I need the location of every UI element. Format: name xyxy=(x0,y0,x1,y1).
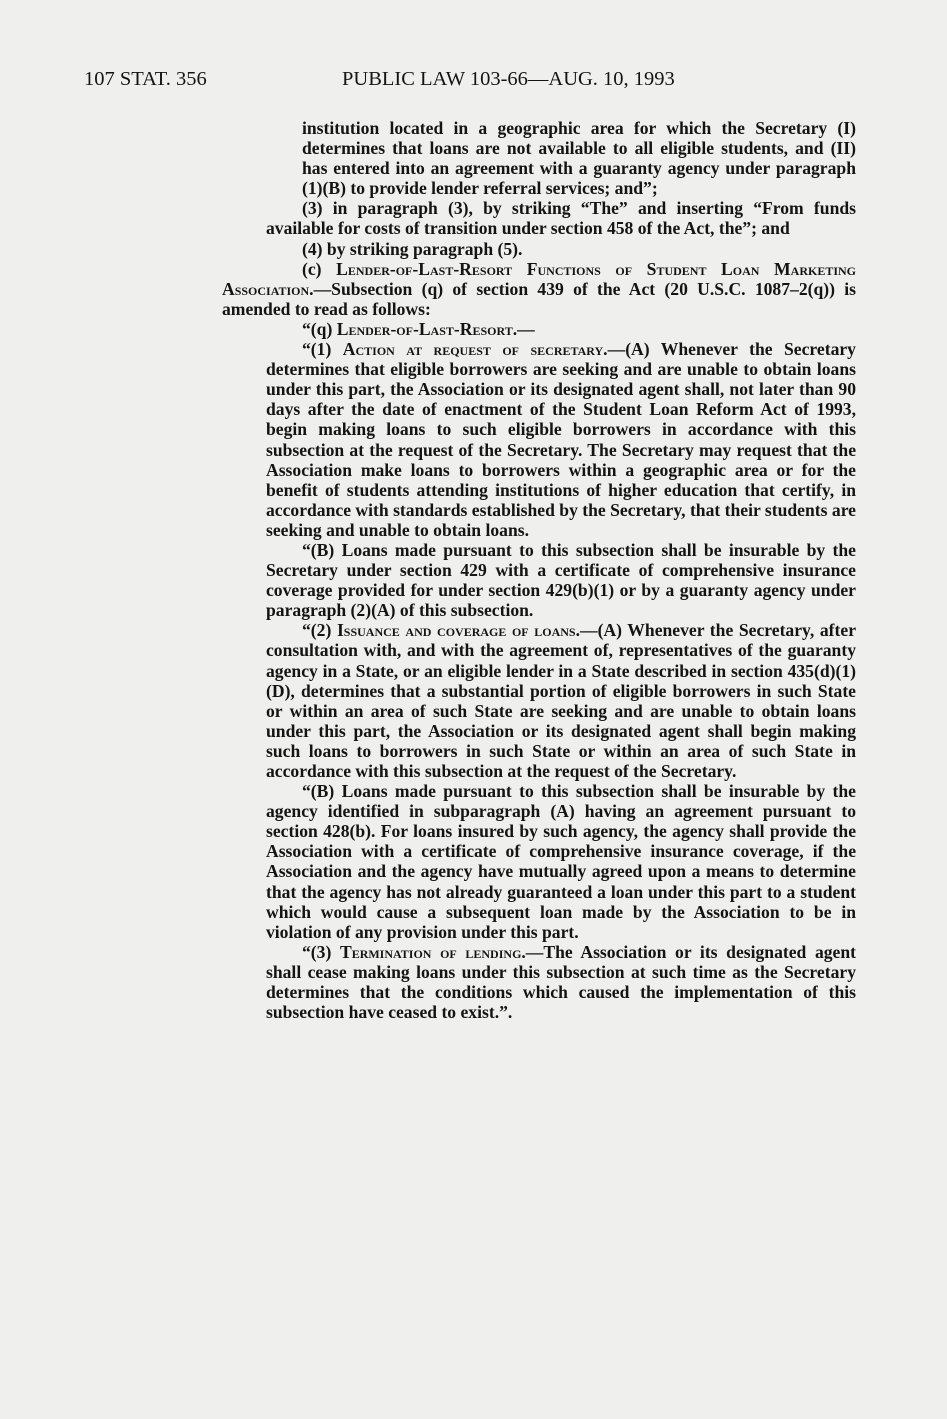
page-header xyxy=(84,68,864,96)
paragraph-amendment-3: (3) in paragraph (3), by striking “The” and inserting “From funds available for costs of transition under section 458 of the Act, the”; and xyxy=(266,198,856,239)
paragraph-3: “(3) Termination of lending.—The Association or its designated agent shall cease making loans under this subsection at such time as the Secretary determines that the conditions which caused the implementation of this subsection have ceased to exist.”. xyxy=(266,941,856,1023)
paragraph-amendment-4: (4) by striking paragraph (5). xyxy=(302,238,523,259)
subsection-q-heading-line: “(q) Lender-of-Last-Resort.— xyxy=(302,318,535,339)
paragraph-1-b: “(B) Loans made pursuant to this subsection shall be insurable by the Secretary under section 429 with a certificate of comprehensive insurance coverage provided for under section 429(b)(1) or by a guaranty agency under paragraph (2)(A) of this subsection. xyxy=(266,539,856,621)
paragraph-2-b: “(B) Loans made pursuant to this subsection shall be insurable by the agency identified in subparagraph (A) having an agreement pursuant to section 428(b). For loans insured by such agency, the agency shall provide the Association with a certificate of comprehensive insurance coverage, if the Association and the agency have mutually agreed upon a means to determine that the agency has not already guaranteed a loan under this part to a student which would cause a subsequent loan made by the Association to be in violation of any provision under this part. xyxy=(266,781,856,942)
statute-page-number: 107 STAT. 356 xyxy=(84,68,207,90)
paragraph-continuation: institution located in a geographic area for which the Secretary (I) determines that loans are not available to all eligible students, and (II) has entered into an agreement with a guaranty agency under paragraph (1)(B) to provide lender referral services; and”; xyxy=(302,118,856,199)
paragraph-1: “(1) Action at request of secretary.—(A) Whenever the Secretary determines that eligible borrowers are seeking and are unable to obtain loans under this part, the Association or its designated agent shall, not later than 90 days after the date of enactment of the Student Loan Reform Act of 1993, begin making loans to such eligible borrowers in accordance with this subsection at the request of the Secretary. The Secretary may request that the Association make loans to borrowers within a geographic area or for the benefit of students attending institutions of higher education that certify, in accordance with standards established by the Secretary, that their students are seeking and unable to obtain loans. xyxy=(266,339,856,540)
body-text xyxy=(222,118,856,1022)
paragraph-2-heading: Issuance and coverage of loans. xyxy=(336,620,580,641)
public-law-title: PUBLIC LAW 103-66—AUG. 10, 1993 xyxy=(342,68,675,90)
subsection-c-heading: Lender-of-Last-Resort Functions of Student Loan Marketing Association. xyxy=(222,258,856,299)
paragraph-2: “(2) Issuance and coverage of loans.—(A) Whenever the Secretary, after consultation with, and with the agreement of, representatives of the guaranty agency in a State, or an eligible lender in a State described in section 435(d)(1)(D), determines that a substantial portion of eligible borrowers in such State or within an area of such State are seeking and are unable to obtain loans under this part, the Association or its designated agent shall begin making such loans to borrowers in such State or within an area of such State in accordance with this subsection at the request of the Secretary. xyxy=(266,620,857,781)
subsection-c: (c) Lender-of-Last-Resort Functions of Student Loan Marketing Association.—Subsection (q) of section 439 of the Act (20 U.S.C. 1087–2(q)) is amended to read as follows: xyxy=(222,258,856,319)
subsection-q-heading: Lender-of-Last-Resort. xyxy=(336,318,518,339)
paragraph-3-heading: Termination of lending. xyxy=(339,941,526,962)
paragraph-1-heading: Action at request of secretary. xyxy=(342,339,608,360)
